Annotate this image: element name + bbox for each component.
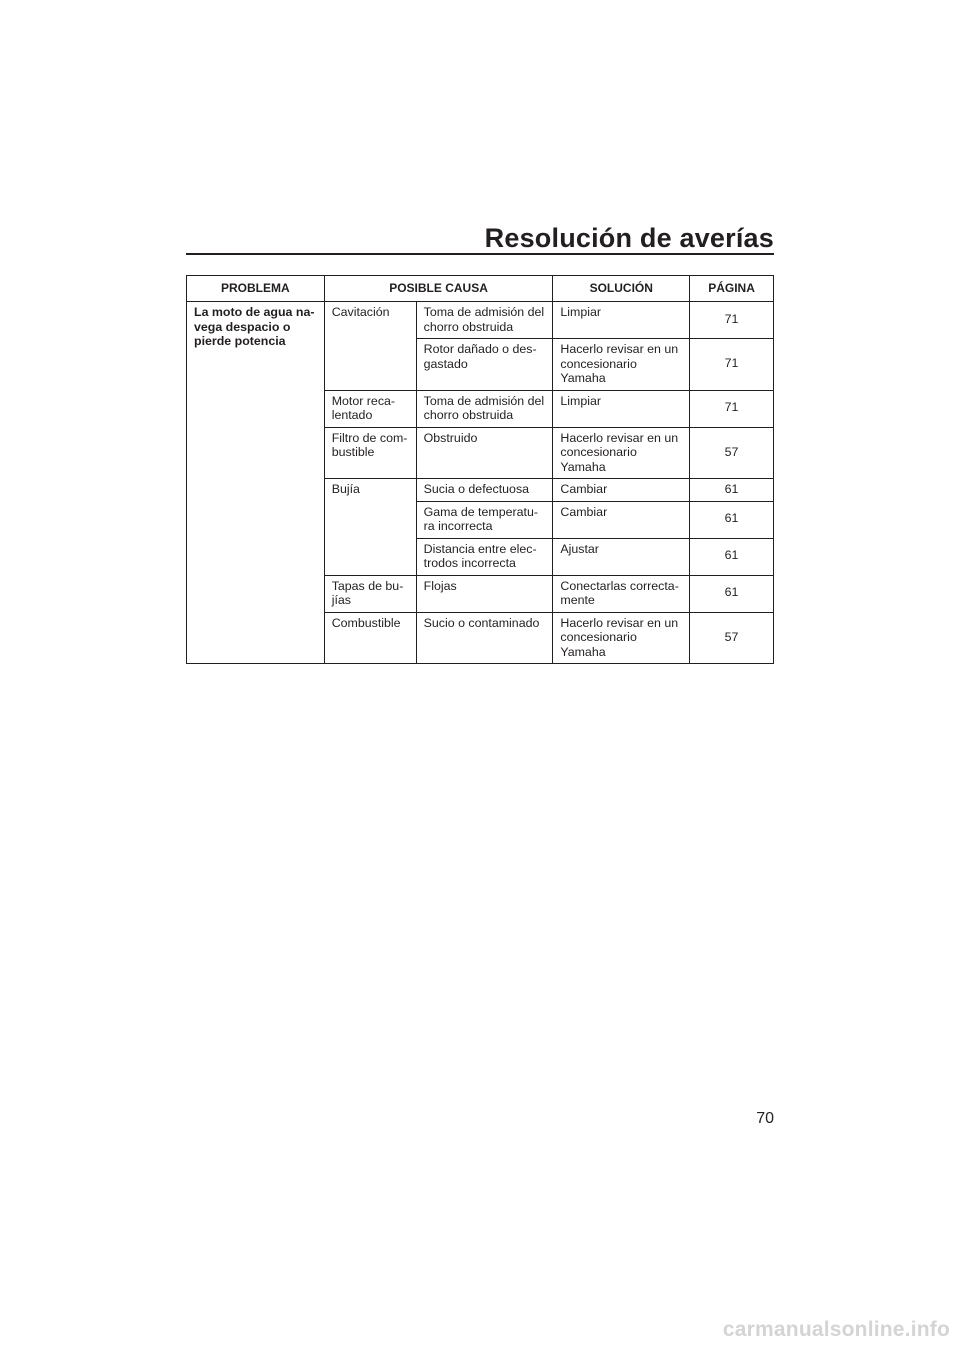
page-cell: 71 bbox=[690, 302, 774, 339]
cause-detail-cell: Flojas bbox=[416, 575, 553, 612]
cause-detail-cell: Sucia o defectuosa bbox=[416, 479, 553, 502]
cause-detail-cell: Distancia entre elec- trodos incorrecta bbox=[416, 538, 553, 575]
header-solution: SOLUCIÓN bbox=[553, 276, 690, 302]
table-row bbox=[187, 302, 774, 339]
table-body bbox=[187, 302, 774, 664]
solution-cell: Hacerlo revisar en un concesionario Yamaha bbox=[553, 612, 690, 664]
cause-cell: Bujía bbox=[324, 479, 416, 576]
cause-detail-cell: Obstruido bbox=[416, 427, 553, 479]
cause-detail-cell: Toma de admisión del chorro obstruida bbox=[416, 302, 553, 339]
solution-cell: Conectarlas correcta- mente bbox=[553, 575, 690, 612]
cause-detail-cell: Gama de temperatu- ra incorrecta bbox=[416, 501, 553, 538]
page-cell: 61 bbox=[690, 501, 774, 538]
solution-cell: Cambiar bbox=[553, 479, 690, 502]
header-cause: POSIBLE CAUSA bbox=[324, 276, 553, 302]
cause-detail-cell: Sucio o contaminado bbox=[416, 612, 553, 664]
page-cell: 61 bbox=[690, 538, 774, 575]
solution-cell: Hacerlo revisar en un concesionario Yamaha bbox=[553, 339, 690, 391]
troubleshooting-table bbox=[186, 275, 774, 664]
cause-cell: Cavitación bbox=[324, 302, 416, 391]
cause-detail-cell: Rotor dañado o des- gastado bbox=[416, 339, 553, 391]
header-problem: PROBLEMA bbox=[187, 276, 325, 302]
solution-cell: Hacerlo revisar en un concesionario Yamaha bbox=[553, 427, 690, 479]
page-title: Resolución de averías bbox=[484, 223, 774, 253]
cause-cell: Tapas de bu- jías bbox=[324, 575, 416, 612]
table-header-row bbox=[187, 276, 774, 302]
page-cell: 71 bbox=[690, 390, 774, 427]
page-cell: 57 bbox=[690, 612, 774, 664]
header-page: PÁGINA bbox=[690, 276, 774, 302]
solution-cell: Ajustar bbox=[553, 538, 690, 575]
cause-cell: Combustible bbox=[324, 612, 416, 664]
cause-cell: Motor reca- lentado bbox=[324, 390, 416, 427]
page-cell: 61 bbox=[690, 479, 774, 502]
solution-cell: Limpiar bbox=[553, 390, 690, 427]
page-cell: 61 bbox=[690, 575, 774, 612]
watermark: carmanualsonline.info bbox=[722, 1318, 950, 1341]
page-cell: 71 bbox=[690, 339, 774, 391]
solution-cell: Cambiar bbox=[553, 501, 690, 538]
cause-cell: Filtro de com- bustible bbox=[324, 427, 416, 479]
title-rule bbox=[186, 253, 774, 255]
page-number: 70 bbox=[756, 1110, 774, 1127]
problem-cell: La moto de agua na- vega despacio o pierde potencia bbox=[187, 302, 325, 664]
page-cell: 57 bbox=[690, 427, 774, 479]
solution-cell: Limpiar bbox=[553, 302, 690, 339]
cause-detail-cell: Toma de admisión del chorro obstruida bbox=[416, 390, 553, 427]
